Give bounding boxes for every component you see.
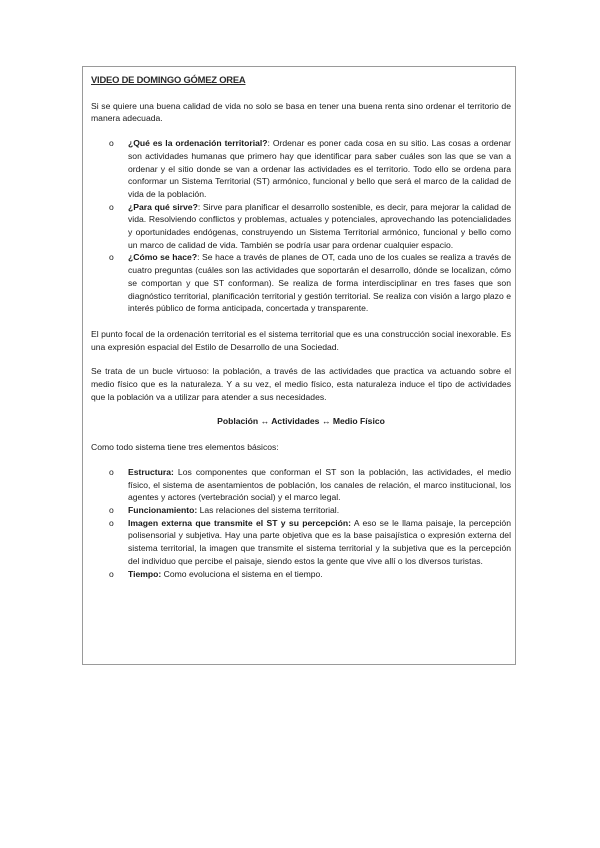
document-body (91, 70, 511, 592)
focal-paragraph: El punto focal de la ordenación territorial es el sistema territorial que es una construcción social inexorable. Es una expresión espacial del Estilo de Desarrollo de una Sociedad. (91, 328, 511, 352)
list-item (91, 517, 511, 568)
list-item (91, 504, 511, 517)
element-text: Las relaciones del sistema territorial. (197, 504, 340, 515)
element-text: Como evoluciona el sistema en el tiempo. (161, 568, 323, 579)
formula-line: Población ↔ Actividades ↔ Medio Físico (217, 416, 385, 427)
questions-list (91, 137, 511, 315)
bullet-icon: o (109, 504, 114, 515)
bucle-paragraph: Se trata de un bucle virtuoso: la población, a través de las actividades que practica va actuando sobre el medio físico que es la naturaleza. Y a su vez, el medio físico, esta naturaleza induce el tipo de actividades que la población va a utilizar para atender a sus necesidades. (91, 366, 511, 402)
list-item (91, 201, 511, 252)
question-term: ¿Cómo se hace? (128, 252, 198, 263)
bullet-icon: o (109, 201, 114, 212)
list-item (91, 251, 511, 315)
question-text: : Ordenar es poner cada cosa en su sitio. Las cosas a ordenar son actividades humanas que primero hay que identificar para saber cuáles son las que se van a ordenar y el sitio donde se van a ordenar las actividades es el territorio. Todo ello se ordena para conformar un Sistema Territorial (ST) armónico, funcional y bello que será el marco de la calidad de vida de la población. (128, 138, 511, 199)
element-term: Imagen externa que transmite el ST y su percepción: (128, 517, 351, 528)
elements-list (91, 466, 511, 580)
question-term: ¿Para qué sirve? (128, 201, 198, 212)
bullet-icon: o (109, 466, 114, 477)
list-item (91, 137, 511, 201)
element-text: Los componentes que conforman el ST son la población, las actividades, el medio físico, el sistema de asentamientos de población, los canales de relación, el marco institucional, los agentes y actores (vertebración social) y el marco legal. (128, 466, 511, 503)
element-term: Estructura: (128, 466, 174, 477)
bullet-icon: o (109, 568, 114, 579)
question-term: ¿Qué es la ordenación territorial? (128, 138, 268, 149)
list-item (91, 466, 511, 504)
element-text: A eso se le llama paisaje, la percepción polisensorial y subjetiva. Hay una parte objetiva que es la base paisajística o expresión externa del sistema territorial, la imagen que transmite el sistema territorial y la subjetiva que es la percepción del individuo que percibe el paisaje, siendo estos la gente que vive allí o los diversos turistas. (128, 517, 511, 566)
element-term: Funcionamiento: (128, 504, 198, 515)
elements-intro: Como todo sistema tiene tres elementos básicos: (91, 442, 279, 453)
bullet-icon: o (109, 138, 114, 149)
intro-paragraph: Si se quiere una buena calidad de vida no solo se basa en tener una buena renta sino ordenar el territorio de manera adecuada. (91, 100, 511, 124)
bullet-icon: o (109, 252, 114, 263)
question-text: : Se hace a través de planes de OT, cada uno de los cuales se realiza a través de cuatro preguntas (cuáles son las actividades que soportarán el desarrollo, dónde se localizan, cómo se comportan y que ST conforman). Se realiza de forma interdisciplinar en tres fases que son diagnóstico territorial, planificación territorial y gestión territorial. Se realiza con visión a largo plazo e interés público de forma anticipada, concertada y transparente. (128, 252, 511, 314)
document-title: VIDEO DE DOMINGO GÓMEZ OREA (91, 74, 246, 85)
list-item (91, 568, 511, 581)
bullet-icon: o (109, 517, 114, 528)
element-term: Tiempo: (128, 568, 162, 579)
question-text: : Sirve para planificar el desarrollo sostenible, es decir, para mejorar la calidad de vida. Resolviendo conflictos y problemas, actuales y potenciales, aprovechando las potencialidades y oportunidades endógenas, construyendo un Sistema Territorial armónico, funcional y bello como un marco de calidad de vida. También se podría usar para ordenar cualquier espacio. (128, 201, 511, 250)
